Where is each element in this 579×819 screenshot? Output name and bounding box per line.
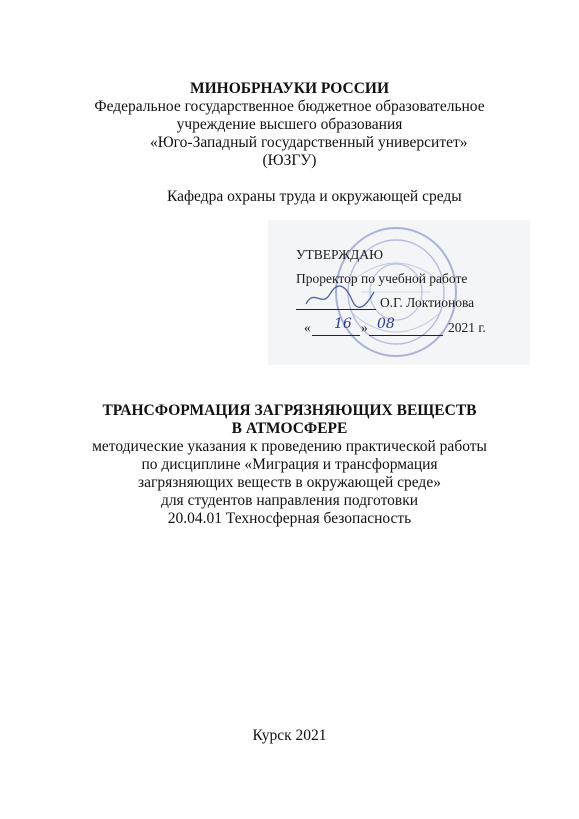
description-line-1: методические указания к проведению практической работы — [92, 438, 487, 455]
signatory-name: О.Г. Локтионова — [380, 295, 475, 310]
handwritten-signature — [300, 282, 380, 312]
institution-line-1: Федеральное государственное бюджетное образовательное — [94, 98, 485, 115]
date-month-handwritten: 08 — [377, 316, 395, 332]
university-name: «Юго-Западный государственный университет» — [150, 134, 468, 151]
document-title-line-1: ТРАНСФОРМАЦИЯ ЗАГРЯЗНЯЮЩИХ ВЕЩЕСТВ — [102, 402, 477, 419]
city-year: Курск 2021 — [252, 727, 327, 744]
date-month-rule — [369, 335, 443, 336]
date-year: 2021 г. — [448, 320, 486, 335]
date-open-quote: « — [304, 320, 311, 335]
document-title-line-2: В АТМОСФЕРЕ — [231, 420, 348, 437]
date-day-handwritten: 16 — [334, 316, 352, 332]
date-close-quote: » — [361, 320, 368, 335]
description-line-5: 20.04.01 Техносферная безопасность — [167, 510, 412, 527]
date-day-rule — [312, 335, 360, 336]
department-name: Кафедра охраны труда и окружающей среды — [167, 188, 462, 205]
ministry-heading: МИНОБРНАУКИ РОССИИ — [189, 80, 390, 97]
institution-line-2: учреждение высшего образования — [176, 116, 403, 133]
description-line-3: загрязняющих веществ в окружающей среде» — [138, 474, 441, 491]
description-line-2: по дисциплине «Миграция и трансформация — [141, 456, 438, 473]
university-abbreviation: (ЮЗГУ) — [262, 152, 317, 169]
approver-position: Проректор по учебной работе — [296, 271, 468, 286]
approve-word: УТВЕРЖДАЮ — [296, 247, 384, 262]
description-line-4: для студентов направления подготовки — [160, 492, 419, 509]
